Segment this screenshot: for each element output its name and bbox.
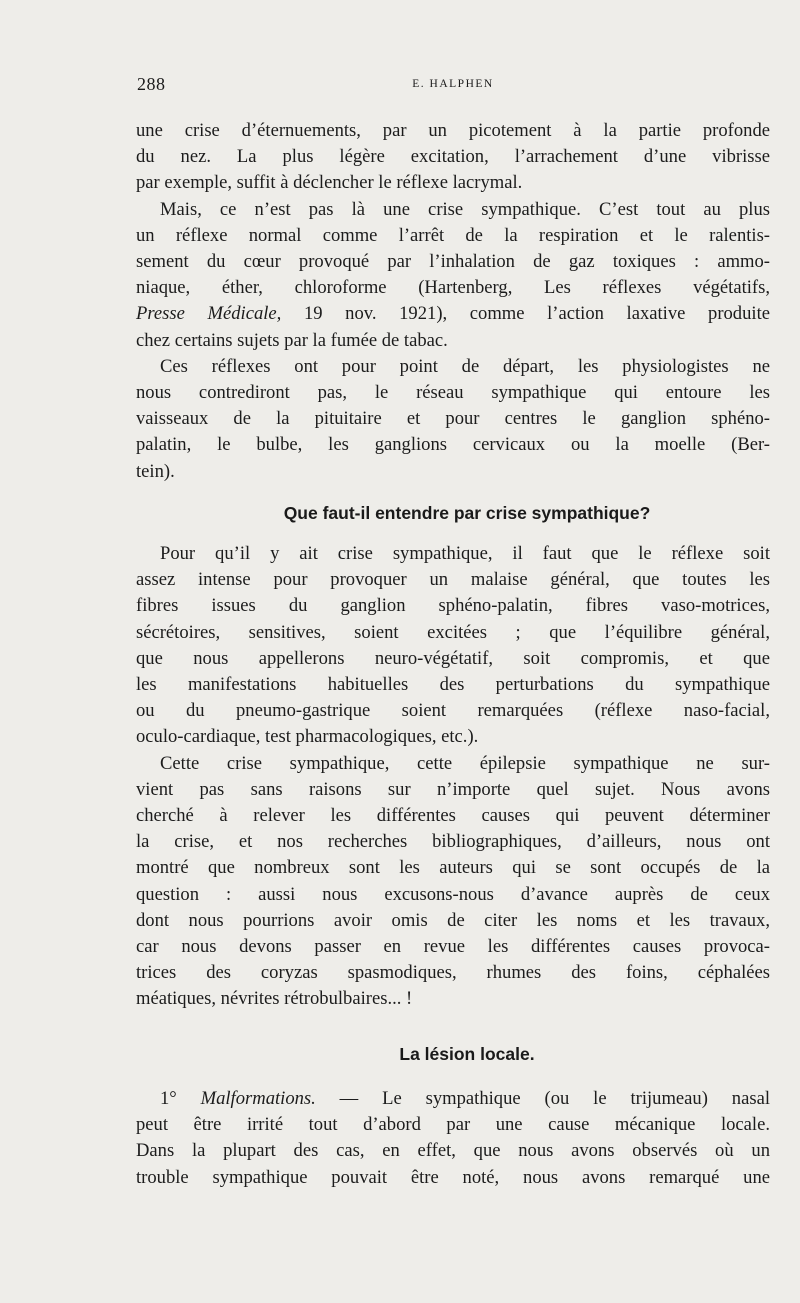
text-line: les manifestations habituelles des perturbations du sympathique xyxy=(136,674,770,696)
text-line: dont nous pourrions avoir omis de citer les noms et les travaux, xyxy=(136,909,770,931)
text-fragment: — Le sympathique (ou le trijumeau) nasal xyxy=(315,1088,770,1109)
text-line: la crise, et nos recherches bibliographiques, d’ailleurs, nous ont xyxy=(136,831,770,853)
list-marker: 1° xyxy=(160,1088,201,1109)
text-line: vient pas sans raisons sur n’importe quel sujet. Nous avons xyxy=(136,778,770,800)
text-line: assez intense pour provoquer un malaise général, que toutes les xyxy=(136,569,770,591)
subsection-label: Malformations. xyxy=(200,1088,316,1109)
text-fragment: 19 nov. 1921), comme l’action laxative produite xyxy=(281,303,770,325)
text-line: Cette crise sympathique, cette épilepsie sympathique ne sur- xyxy=(160,752,770,774)
text-line xyxy=(136,301,770,327)
text-line: Mais, ce n’est pas là une crise sympathique. C’est tout au plus xyxy=(160,198,770,220)
text-line: cherché à relever les différentes causes qui peuvent déterminer xyxy=(136,805,770,827)
text-line: chez certains sujets par la fumée de tabac. xyxy=(136,329,448,351)
text-line: sement du cœur provoqué par l’inhalation de gaz toxiques : ammo- xyxy=(136,251,770,273)
text-line: méatiques, névrites rétrobulbaires... ! xyxy=(136,988,413,1010)
section-heading: Que faut-il entendre par crise sympathique? xyxy=(283,503,651,523)
page-header xyxy=(137,74,769,96)
text-line: trouble sympathique pouvait être noté, nous avons remarqué une xyxy=(136,1166,770,1188)
text-line: trices des coryzas spasmodiques, rhumes des foins, céphalées xyxy=(136,962,770,984)
text-line: que nous appellerons neuro-végétatif, soit compromis, et que xyxy=(136,647,770,669)
text-line: nous contrediront pas, le réseau sympathique qui entoure les xyxy=(136,382,770,404)
text-line: tein). xyxy=(136,460,175,482)
text-line: niaque, éther, chloroforme (Hartenberg, Les réflexes végétatifs, xyxy=(136,277,770,299)
paragraph-block-3 xyxy=(136,1086,770,1191)
text-line: ou du pneumo-gastrique soient remarquées (réflexe naso-facial, xyxy=(136,700,770,722)
text-line: Ces réflexes ont pour point de départ, les physiologistes ne xyxy=(160,355,770,377)
text-line: par exemple, suffit à déclencher le réflexe lacrymal. xyxy=(136,172,523,194)
text-line: une crise d’éternuements, par un picotement à la partie profonde xyxy=(136,120,770,141)
text-line: oculo-cardiaque, test pharmacologiques, etc.). xyxy=(136,726,479,748)
paragraph-block-1 xyxy=(136,118,770,485)
text-line: palatin, le bulbe, les ganglions cervicaux ou la moelle (Ber- xyxy=(136,434,770,456)
journal-title: Presse Médicale, xyxy=(136,303,282,325)
text-line xyxy=(136,1086,770,1112)
text-line: vaisseaux de la pituitaire et pour centres le ganglion sphéno- xyxy=(136,408,770,430)
running-head: E. HALPHEN xyxy=(412,78,494,90)
text-line: sécrétoires, sensitives, soient excitées ; que l’équilibre général, xyxy=(136,621,770,643)
text-line: car nous devons passer en revue les différentes causes provoca- xyxy=(136,936,770,958)
paragraph-block-2 xyxy=(136,541,770,1013)
text-line: Dans la plupart des cas, en effet, que nous avons observés où un xyxy=(136,1140,770,1162)
text-line: question : aussi nous excusons-nous d’avance auprès de ceux xyxy=(136,883,770,905)
section-heading: La lésion locale. xyxy=(399,1044,535,1064)
text-line: montré que nombreux sont les auteurs qui se sont occupés de la xyxy=(136,857,770,879)
text-line: du nez. La plus légère excitation, l’arrachement d’une vibrisse xyxy=(136,146,770,168)
page-number: 288 xyxy=(137,74,166,94)
text-line: peut être irrité tout d’abord par une cause mécanique locale. xyxy=(136,1114,770,1136)
text-line: Pour qu’il y ait crise sympathique, il faut que le réflexe soit xyxy=(160,543,770,564)
text-line: fibres issues du ganglion sphéno-palatin, fibres vaso-motrices, xyxy=(136,595,770,617)
text-line: un réflexe normal comme l’arrêt de la respiration et le ralentis- xyxy=(136,224,770,246)
